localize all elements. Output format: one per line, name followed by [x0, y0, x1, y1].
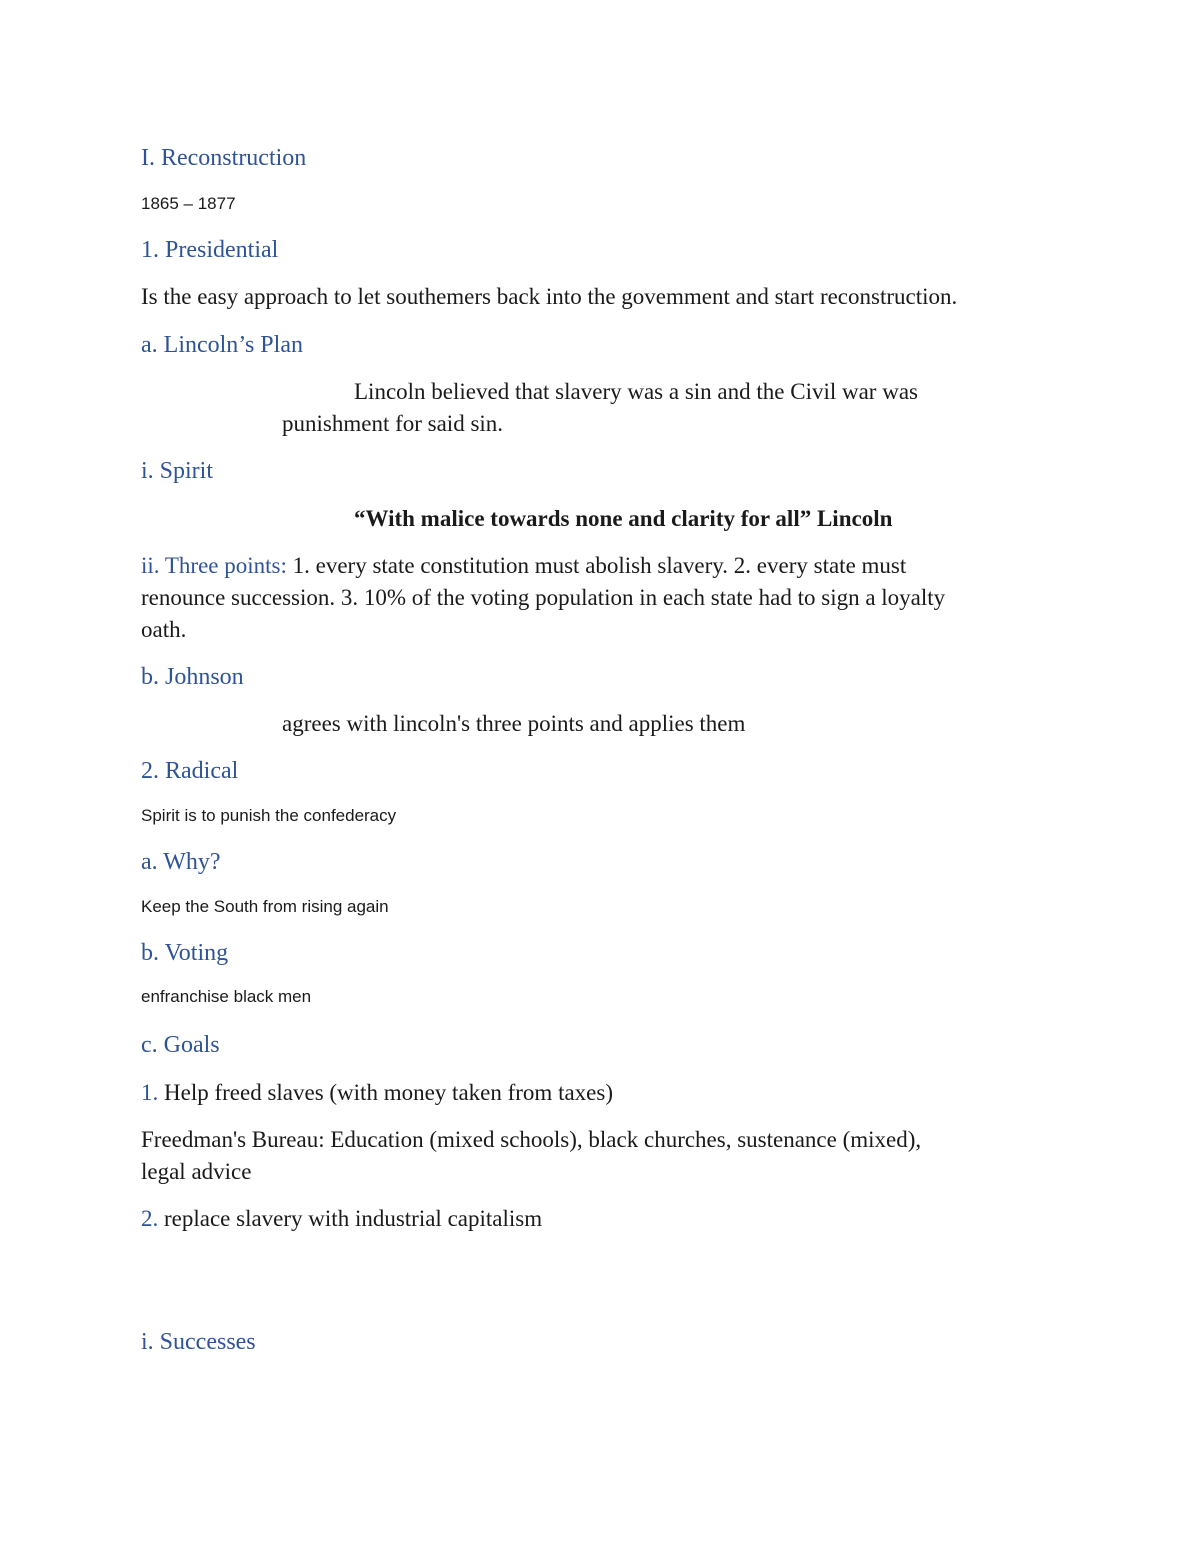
freedmans-bureau-line1: Freedman's Bureau: Education (mixed schools), black churches, sustenance (mixed), — [141, 1127, 922, 1152]
goals-heading: c. Goals — [141, 1032, 220, 1058]
successes-heading: i. Successes — [141, 1329, 256, 1355]
lincoln-belief-line1: Lincoln believed that slavery was a sin and the Civil war was — [354, 379, 918, 404]
goal1-number: 1. — [141, 1080, 159, 1105]
voting-text: enfranchise black men — [141, 987, 312, 1006]
radical-spirit-text: Spirit is to punish the confederacy — [141, 806, 397, 825]
three-points-label: ii. Three points: — [141, 553, 287, 578]
reconstruction-heading: I. Reconstruction — [141, 145, 307, 171]
lincolns-plan-heading: a. Lincoln’s Plan — [141, 332, 303, 358]
presidential-heading: 1. Presidential — [141, 237, 279, 263]
why-text: Keep the South from rising again — [141, 897, 389, 916]
years-text: 1865 – 1877 — [141, 194, 236, 213]
johnson-heading: b. Johnson — [141, 664, 244, 690]
three-points-line2: renounce succession. 3. 10% of the voting population in each state had to sign a loyalty — [141, 585, 946, 610]
goal1-text: Help freed slaves (with money taken from taxes) — [158, 1080, 613, 1105]
voting-heading: b. Voting — [141, 940, 229, 966]
lincoln-belief-line2: punishment for said sin. — [282, 411, 504, 436]
goal1-line — [141, 1081, 613, 1104]
three-points-text: 1. every state constitution must abolish slavery. 2. every state must — [286, 553, 907, 578]
presidential-text: Is the easy approach to let southemers back into the govemment and start reconstruction. — [141, 284, 958, 309]
three-points-line3: oath. — [141, 617, 187, 642]
goal2-number: 2. — [141, 1206, 159, 1231]
three-points-line1 — [141, 554, 906, 577]
radical-heading: 2. Radical — [141, 758, 239, 784]
goal2-text: replace slavery with industrial capitalism — [158, 1206, 543, 1231]
freedmans-bureau-line2: legal advice — [141, 1159, 252, 1184]
goal2-line — [141, 1207, 542, 1230]
spirit-heading: i. Spirit — [141, 458, 214, 484]
why-heading: a. Why? — [141, 849, 221, 875]
lincoln-quote: “With malice towards none and clarity for all” Lincoln — [354, 506, 893, 531]
johnson-text: agrees with lincoln's three points and applies them — [282, 711, 746, 736]
